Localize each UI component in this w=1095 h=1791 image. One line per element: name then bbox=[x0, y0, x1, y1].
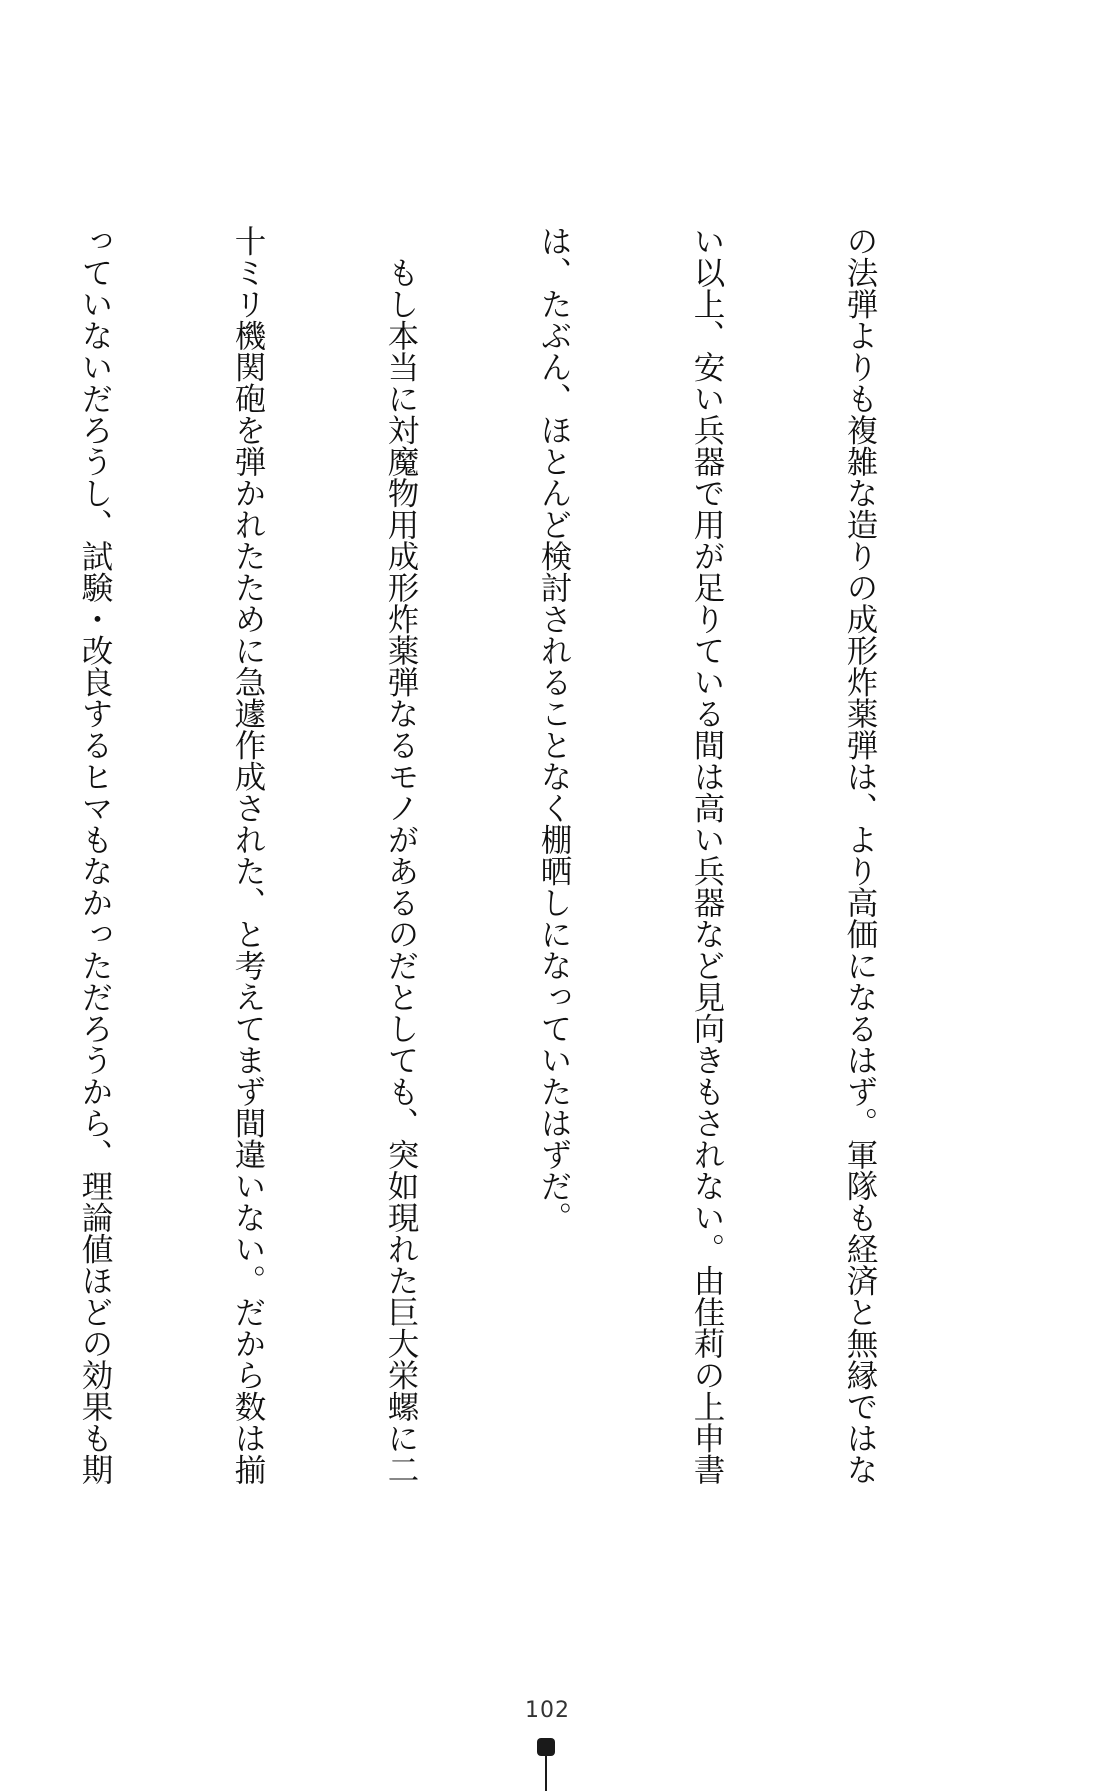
text-column: の法弾よりも複雑な造りの成形炸薬弾は、より高価になるはず。軍隊も経済と無縁ではな bbox=[842, 225, 878, 1485]
text-column: は、たぶん、ほとんど検討されることなく棚晒しになっていたはずだ。 bbox=[536, 225, 572, 1233]
text-column: っていないだろうし、試験・改良するヒマもなかっただろうから、理論値ほどの効果も期 bbox=[77, 225, 113, 1485]
page-number: 102 bbox=[525, 1698, 570, 1723]
page-marker-line bbox=[545, 1754, 547, 1791]
text-column: 十ミリ機関砲を弾かれたために急遽作成された、と考えてまず間違いない。だから数は揃 bbox=[230, 225, 266, 1485]
body-text bbox=[0, 225, 987, 1485]
text-column: もし本当に対魔物用成形炸薬弾なるモノがあるのだとしても、突如現れた巨大栄螺に二 bbox=[383, 225, 419, 1485]
text-column: い以上、安い兵器で用が足りている間は高い兵器など見向きもされない。由佳莉の上申書 bbox=[689, 225, 725, 1485]
